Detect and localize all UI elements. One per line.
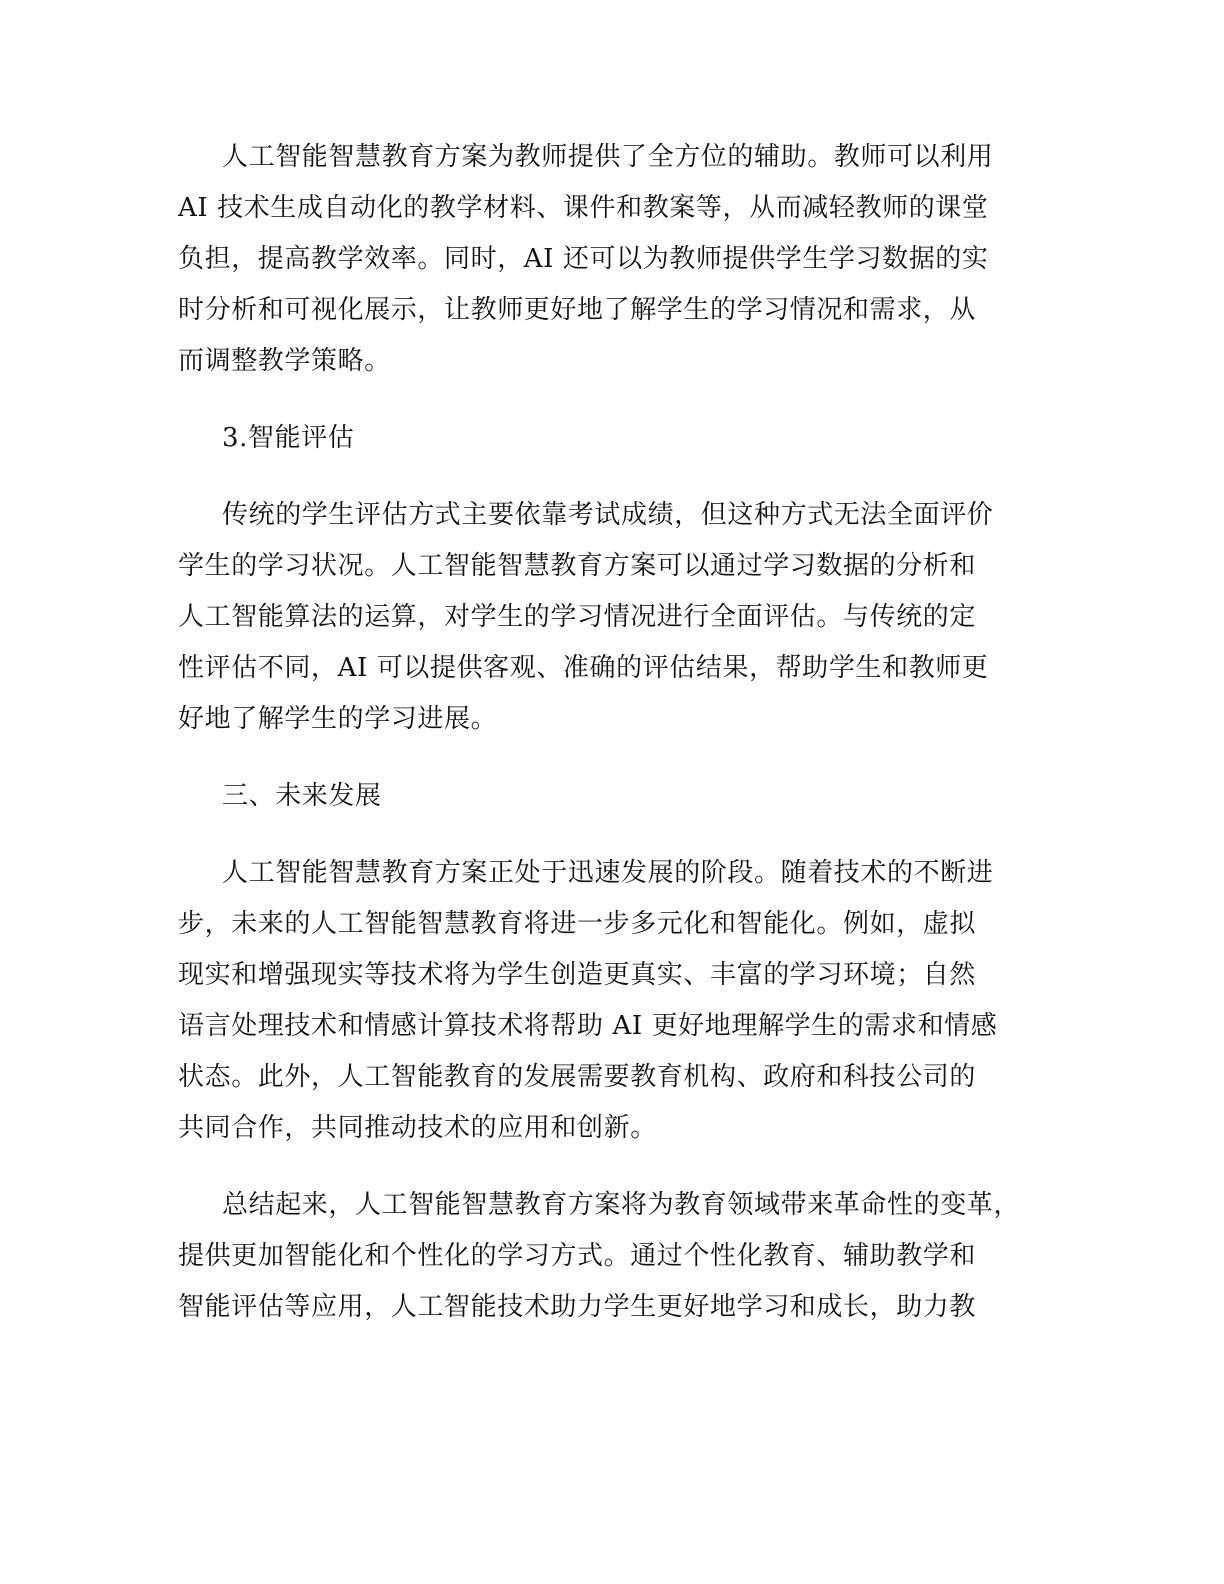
- text-line: 传统的学生评估方式主要依靠考试成绩，但这种方式无法全面评价: [222, 500, 994, 530]
- text-line: 共同合作，共同推动技术的应用和创新。: [178, 1113, 657, 1143]
- text-line: 步，未来的人工智能智慧教育将进一步多元化和智能化。例如，虚拟: [178, 909, 977, 939]
- section-heading-smart-assessment: [178, 413, 1058, 464]
- paragraph-assessment: [178, 490, 1058, 745]
- text-line: 好地了解学生的学习进展。: [178, 704, 498, 734]
- text-line: 状态。此外，人工智能教育的发展需要教育机构、政府和科技公司的: [178, 1062, 977, 1092]
- text-line: AI 技术生成自动化的教学材料、课件和教案等，从而减轻教师的课堂: [178, 193, 989, 223]
- heading-text: 三、未来发展: [222, 781, 382, 811]
- text-line: 性评估不同，AI 可以提供客观、准确的评估结果，帮助学生和教师更: [178, 653, 989, 683]
- text-line: 负担，提高教学效率。同时，AI 还可以为教师提供学生学习数据的实: [178, 244, 989, 274]
- paragraph-summary: [178, 1180, 1058, 1333]
- document-body: [178, 132, 1058, 1359]
- text-line: 人工智能智慧教育方案为教师提供了全方位的辅助。教师可以利用: [222, 142, 994, 172]
- section-heading-future: [178, 771, 1058, 822]
- paragraph-future: [178, 848, 1058, 1154]
- heading-text: 3.智能评估: [222, 423, 355, 453]
- text-line: 而调整教学策略。: [178, 346, 391, 376]
- text-line: 人工智能算法的运算，对学生的学习情况进行全面评估。与传统的定: [178, 602, 977, 632]
- text-line: 时分析和可视化展示，让教师更好地了解学生的学习情况和需求，从: [178, 295, 977, 325]
- text-line: 智能评估等应用，人工智能技术助力学生更好地学习和成长，助力教: [178, 1292, 977, 1322]
- text-line: 提供更加智能化和个性化的学习方式。通过个性化教育、辅助教学和: [178, 1241, 977, 1271]
- text-line: 人工智能智慧教育方案正处于迅速发展的阶段。随着技术的不断进: [222, 858, 994, 888]
- text-line: 语言处理技术和情感计算技术将帮助 AI 更好地理解学生的需求和情感: [178, 1011, 998, 1041]
- text-line: 现实和增强现实等技术将为学生创造更真实、丰富的学习环境；自然: [178, 960, 977, 990]
- paragraph-teacher-assist: [178, 132, 1058, 387]
- text-line: 总结起来，人工智能智慧教育方案将为教育领域带来革命性的变革，: [222, 1190, 1021, 1220]
- text-line: 学生的学习状况。人工智能智慧教育方案可以通过学习数据的分析和: [178, 551, 977, 581]
